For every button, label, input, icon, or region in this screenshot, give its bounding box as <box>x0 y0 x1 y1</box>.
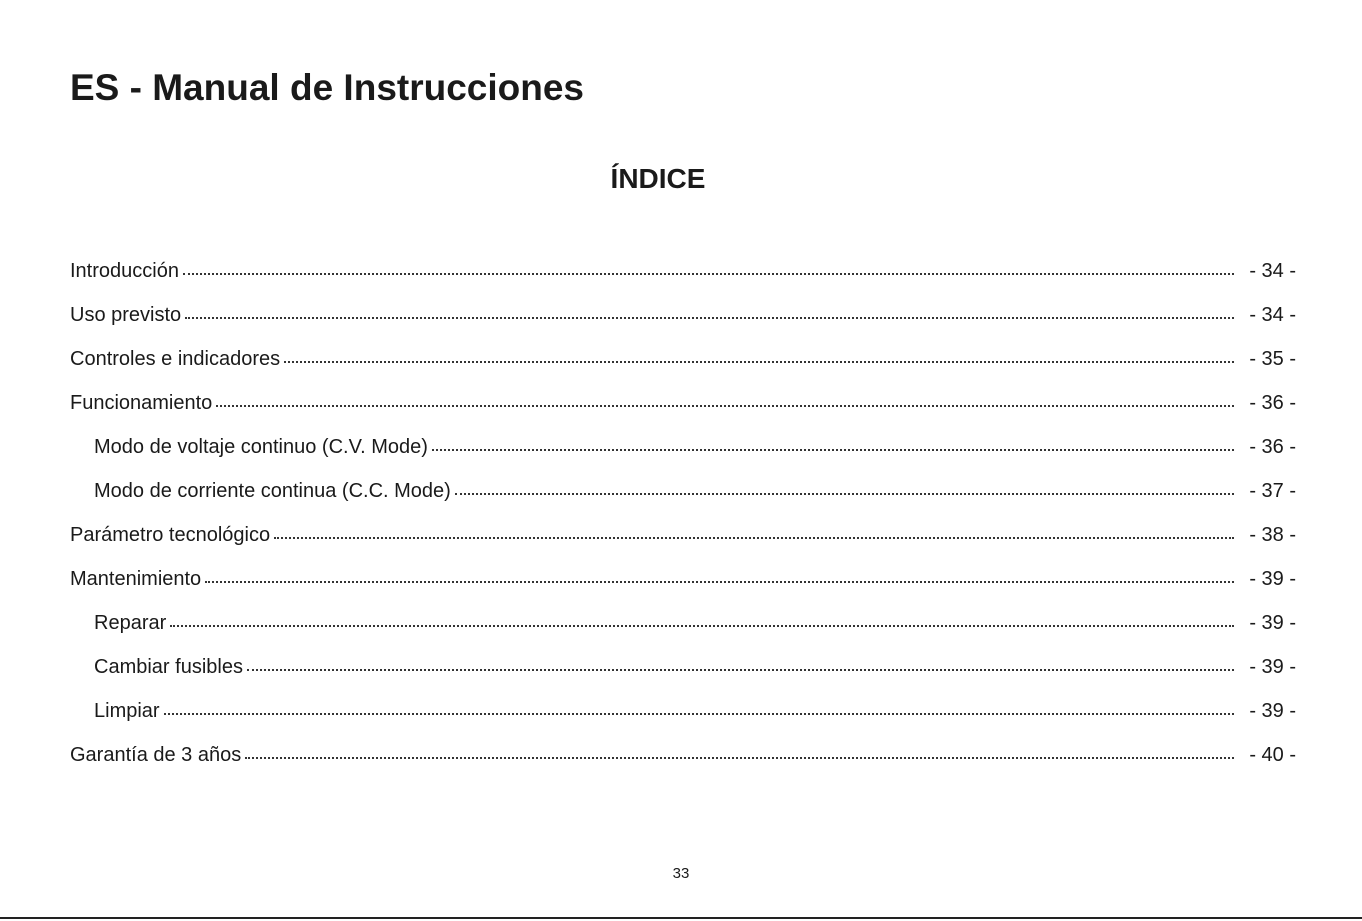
toc-entry-page: - 37 - <box>1249 480 1296 502</box>
toc-entry-label: Controles e indicadores <box>70 348 281 370</box>
toc-entry-modo-voltaje[interactable] <box>70 432 1296 476</box>
toc-dot-leader <box>432 449 1234 451</box>
toc-entry-parametro[interactable] <box>70 520 1296 564</box>
bottom-divider <box>0 917 1362 919</box>
toc-entry-limpiar[interactable] <box>70 696 1296 740</box>
toc-dot-leader <box>183 273 1234 275</box>
toc-entry-page: - 40 - <box>1249 744 1296 766</box>
toc-entry-label: Modo de voltaje continuo (C.V. Mode) <box>94 436 428 458</box>
toc-entry-funcionamiento[interactable] <box>70 388 1296 432</box>
index-heading-text: ÍNDICE <box>610 163 706 194</box>
toc-entry-label: Cambiar fusibles <box>94 656 243 678</box>
toc-dot-leader <box>216 405 1234 407</box>
toc-entry-modo-corriente[interactable] <box>70 476 1296 520</box>
table-of-contents <box>70 256 1296 784</box>
toc-entry-introduccion[interactable] <box>70 256 1296 300</box>
toc-entry-reparar[interactable] <box>70 608 1296 652</box>
toc-entry-label: Introducción <box>70 260 179 282</box>
toc-dot-leader <box>205 581 1234 583</box>
toc-entry-page: - 39 - <box>1249 568 1296 590</box>
toc-entry-controles[interactable] <box>70 344 1296 388</box>
toc-dot-leader <box>247 669 1234 671</box>
toc-entry-label: Uso previsto <box>70 304 182 326</box>
toc-dot-leader <box>245 757 1234 759</box>
toc-entry-label: Modo de corriente continua (C.C. Mode) <box>94 480 451 502</box>
toc-entry-label: Funcionamiento <box>70 392 213 414</box>
toc-entry-page: - 35 - <box>1249 348 1296 370</box>
toc-entry-page: - 39 - <box>1249 612 1296 634</box>
toc-entry-label: Parámetro tecnológico <box>70 524 271 546</box>
toc-entry-page: - 39 - <box>1249 700 1296 722</box>
toc-entry-page: - 36 - <box>1249 392 1296 414</box>
manual-title: ES - Manual de Instrucciones <box>70 67 585 108</box>
toc-entry-page: - 39 - <box>1249 656 1296 678</box>
toc-dot-leader <box>170 625 1234 627</box>
toc-entry-page: - 36 - <box>1249 436 1296 458</box>
toc-entry-label: Limpiar <box>94 700 160 722</box>
toc-entry-uso-previsto[interactable] <box>70 300 1296 344</box>
toc-dot-leader <box>185 317 1234 319</box>
index-heading <box>0 161 1362 197</box>
toc-entry-page: - 34 - <box>1249 304 1296 326</box>
toc-entry-page: - 34 - <box>1249 260 1296 282</box>
toc-dot-leader <box>164 713 1234 715</box>
toc-entry-page: - 38 - <box>1249 524 1296 546</box>
toc-entry-label: Reparar <box>94 612 167 634</box>
toc-dot-leader <box>274 537 1234 539</box>
toc-entry-label: Garantía de 3 años <box>70 744 242 766</box>
page-number: 33 <box>672 865 690 882</box>
toc-dot-leader <box>284 361 1234 363</box>
toc-entry-label: Mantenimiento <box>70 568 202 590</box>
toc-entry-garantia[interactable] <box>70 740 1296 784</box>
toc-dot-leader <box>455 493 1234 495</box>
toc-entry-mantenimiento[interactable] <box>70 564 1296 608</box>
toc-entry-cambiar-fusibles[interactable] <box>70 652 1296 696</box>
